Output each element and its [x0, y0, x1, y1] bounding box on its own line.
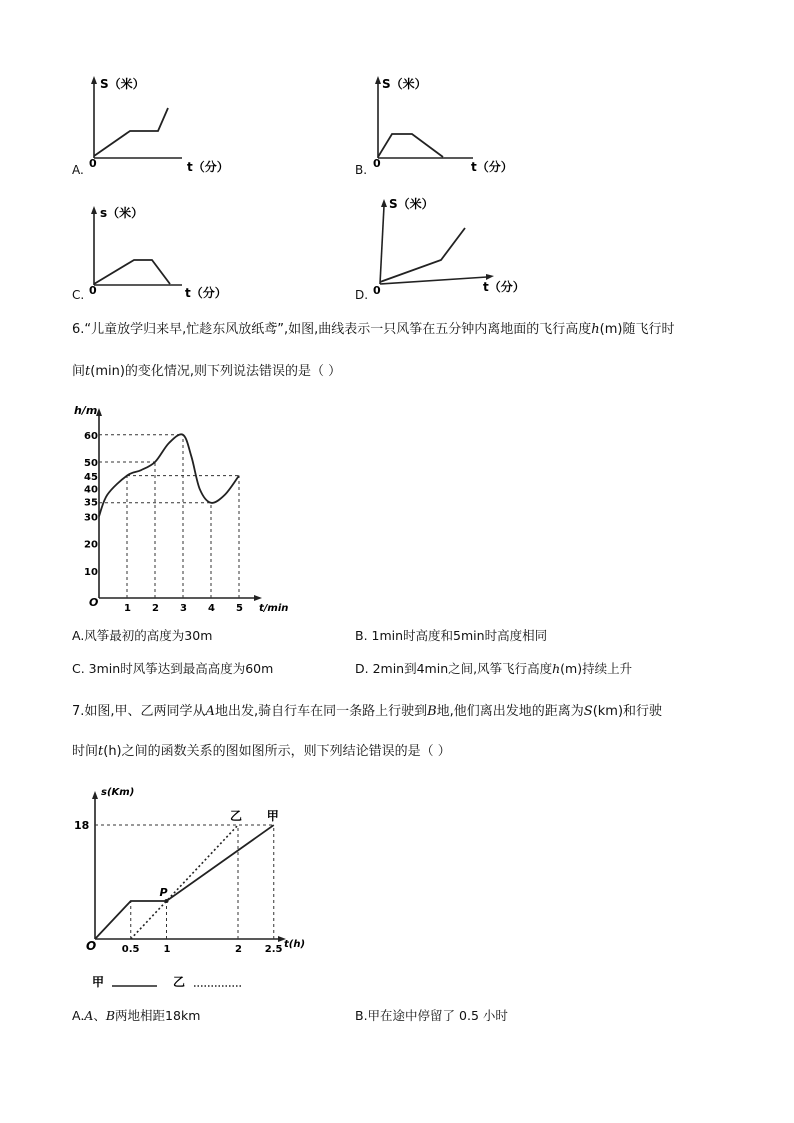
x-tick-label: 2	[235, 944, 242, 955]
q7-stem-rest: (h)之间的函数关系的图如图所示，则下列结论错误的是（ ）	[103, 744, 451, 759]
q6-var-h: h	[591, 322, 600, 337]
origin-label: 0	[89, 157, 97, 170]
q7-choice-a-sep: 、	[93, 1008, 106, 1023]
x-tick-label: 5	[236, 603, 243, 614]
y-tick-label: 40	[84, 484, 98, 496]
option-c-graph	[72, 200, 242, 310]
origin-label: O	[86, 939, 97, 953]
legend-jia-label: 甲	[92, 975, 105, 989]
origin-label: 0	[373, 284, 381, 297]
option-a-letter: A.	[72, 163, 84, 177]
q7-stem-prefix2: 时间	[72, 744, 99, 759]
x-tick-label: 2.5	[264, 944, 283, 955]
q6-choice-a[interactable]: A.风筝最初的高度为30m	[72, 628, 213, 643]
legend-yi-label: 乙	[173, 975, 186, 989]
t-axis-label: t（分）	[187, 160, 229, 174]
x-axis-arrow	[254, 595, 262, 601]
q6-stem-line1	[72, 319, 732, 340]
origin-label: O	[89, 596, 99, 609]
q6-choice-d-rest: (m)持续上升	[560, 661, 633, 676]
s-axis-label: S（米）	[382, 77, 427, 91]
option-b-line	[378, 134, 443, 157]
q6-choice-b[interactable]: B. 1min时高度和5min时高度相同	[355, 628, 548, 643]
q7-var-a: A	[205, 704, 215, 719]
series-jia-label: 甲	[266, 809, 279, 824]
q7-stem-mid: 地出发,骑自行车在同一条路上行驶到	[214, 704, 428, 719]
t-axis-label: t（分）	[185, 286, 227, 300]
q7-var-b: B	[427, 704, 437, 719]
option-b-letter: B.	[355, 163, 368, 177]
q7-stem-mid2: 地,他们离出发地的距离为	[436, 704, 584, 719]
q7-choice-a-prefix: A.	[72, 1008, 85, 1023]
q7-stem-line2	[72, 741, 732, 762]
point-p-label: P	[159, 886, 168, 900]
q6-choice-c[interactable]: C. 3min时风筝达到最高高度为60m	[72, 661, 274, 676]
option-d-line	[380, 228, 465, 282]
travel-distance-chart	[72, 783, 322, 993]
q6-stem-prefix: 间	[72, 364, 86, 379]
q6-choice-d-prefix: D. 2min到4min之间,风筝飞行高度	[355, 661, 553, 676]
q7-choice-b[interactable]: B.甲在途中停留了 0.5 小时	[355, 1008, 508, 1023]
y-axis-label: s(Km)	[101, 787, 135, 798]
option-a-graph	[72, 70, 242, 180]
s-axis-label: S（米）	[389, 197, 434, 211]
option-b-graph	[355, 70, 525, 180]
origin-label: 0	[89, 284, 97, 297]
s-axis-label: S（米）	[100, 77, 145, 91]
y-axis-arrow	[375, 76, 381, 84]
y-tick-label: 50	[84, 458, 98, 469]
q7-choice-a-var-b: B	[105, 1008, 116, 1023]
q7-var-s: S	[583, 704, 593, 719]
t-axis-label: t（分）	[471, 160, 513, 174]
series-yi-label: 乙	[230, 809, 243, 824]
y-axis-arrow	[91, 76, 97, 84]
q7-choice-a-var-a: A	[84, 1008, 94, 1023]
option-a-line	[94, 108, 168, 156]
y-axis-arrow	[381, 199, 387, 207]
kite-height-chart	[72, 400, 312, 615]
q7-choice-a-rest: 两地相距18km	[115, 1008, 201, 1023]
q6-choice-d-var: h	[552, 661, 561, 676]
y-axis-label: h/m	[74, 404, 98, 417]
y-tick-label: 20	[84, 539, 98, 551]
q7-stem-prefix: 7.如图,甲、乙两同学从	[72, 704, 206, 719]
q7-stem-end: (km)和行驶	[592, 704, 663, 719]
s-axis-label: s（米）	[100, 206, 144, 220]
intersection-point-p	[165, 899, 169, 903]
x-axis-label: t(h)	[284, 939, 306, 950]
x-tick-label: 1	[124, 603, 131, 614]
y-tick-label: 30	[84, 512, 98, 524]
option-c-line	[94, 260, 170, 284]
q6-var-t: t	[85, 364, 91, 379]
option-d-letter: D.	[355, 288, 369, 302]
y-tick-label: 35	[84, 497, 98, 509]
y-tick-label: 45	[84, 472, 98, 484]
q7-stem-line1	[72, 701, 732, 722]
y-axis-arrow	[92, 791, 98, 799]
y-axis-arrow	[91, 206, 97, 214]
q7-var-t: t	[98, 744, 104, 759]
x-axis-label: t/min	[259, 603, 289, 614]
x-tick-label: 2	[152, 603, 159, 614]
q6-stem-text: 6.“儿童放学归来早,忙趁东风放纸鸢”,如图,曲线表示一只风筝在五分钟内离地面的飞行高度	[72, 322, 592, 337]
option-d-graph	[355, 190, 535, 300]
x-tick-label: 4	[208, 603, 215, 614]
x-tick-label: 1	[163, 944, 171, 955]
y-tick-label: 60	[84, 430, 98, 442]
series-yi-line	[131, 825, 238, 939]
y-tick-label: 18	[74, 819, 90, 833]
q6-stem-rest: (min)的变化情况,则下列说法错误的是（ ）	[90, 364, 342, 379]
y-tick-label: 10	[84, 566, 98, 578]
q7-choice-a[interactable]	[72, 1006, 200, 1024]
q6-choice-d[interactable]	[355, 659, 632, 677]
option-c-letter: C.	[72, 288, 85, 302]
t-axis-label: t（分）	[483, 280, 525, 294]
origin-label: 0	[373, 157, 381, 170]
x-axis	[380, 277, 487, 284]
q6-stem-line2	[72, 361, 732, 382]
y-axis	[380, 206, 384, 284]
x-tick-label: 0.5	[121, 944, 140, 955]
x-tick-label: 3	[180, 603, 187, 614]
q6-stem-unit: (m)随飞行时	[599, 322, 675, 337]
